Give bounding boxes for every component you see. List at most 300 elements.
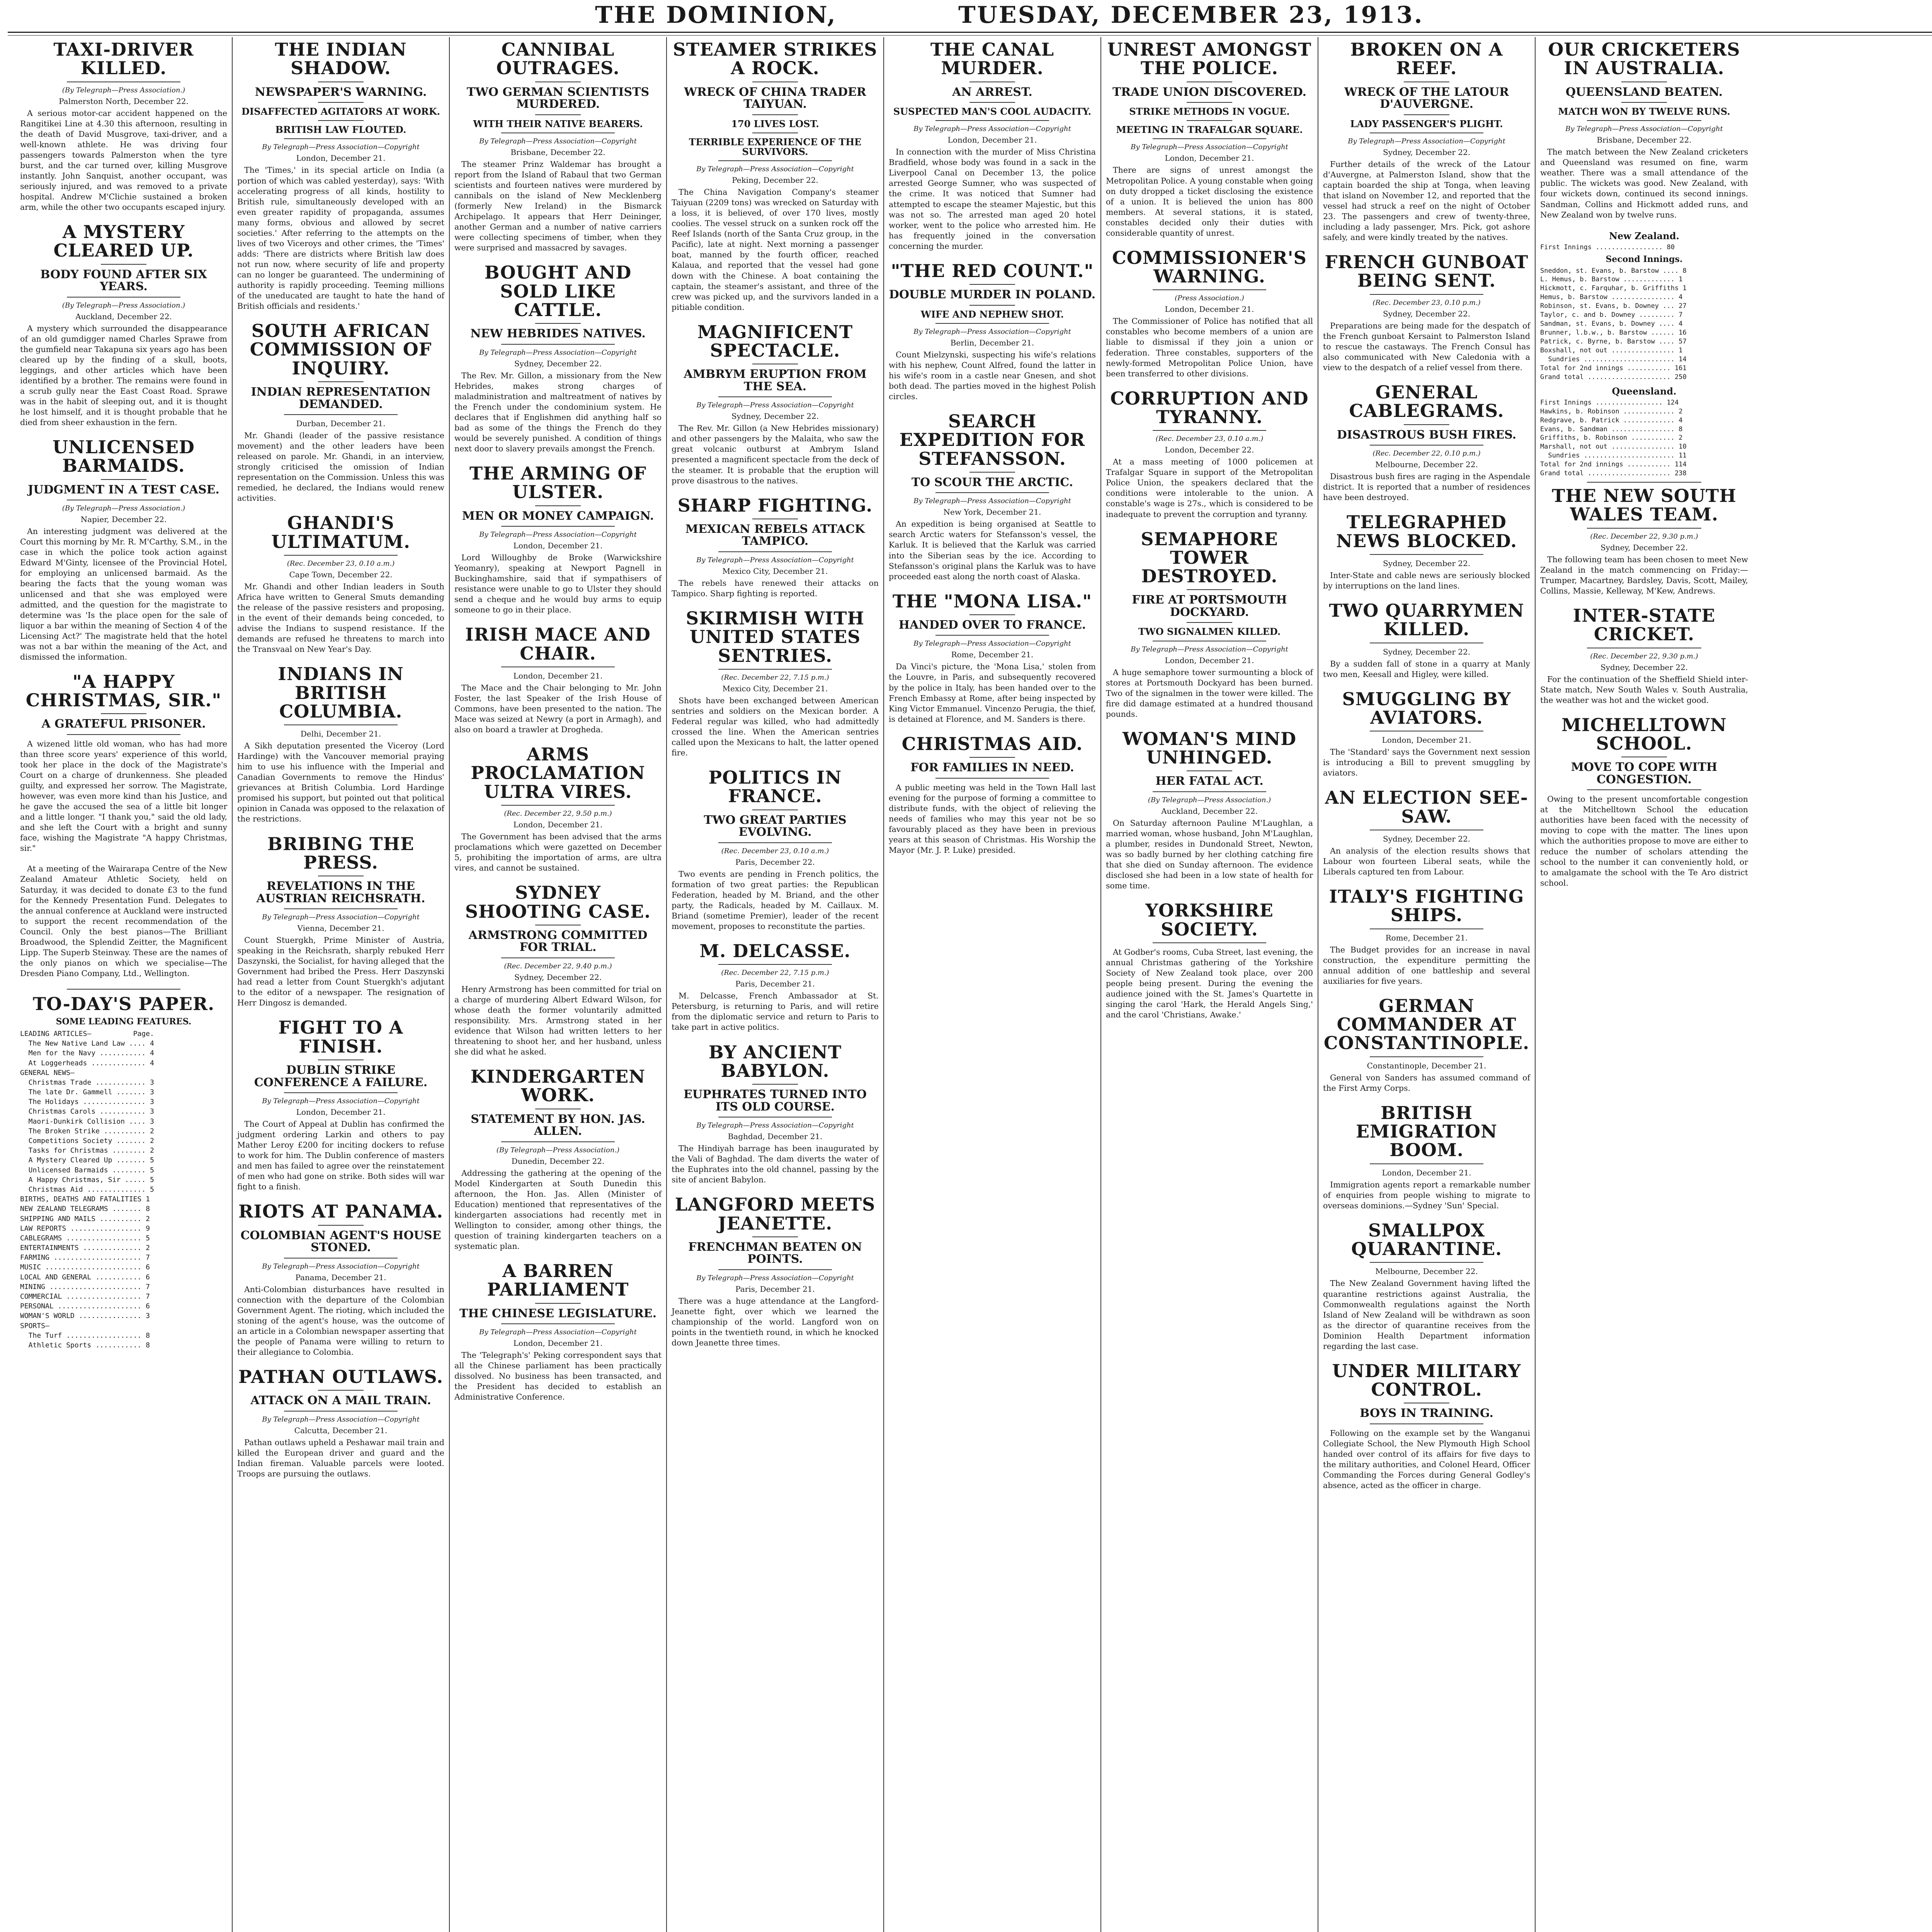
headline-rule (1153, 138, 1267, 139)
headline-rule (752, 1236, 798, 1237)
article-body: The China Navigation Company's steamer Taiyuan (2209 tons) was wrecked on Saturday with a loss, it is believed, of over 170 lives, mostly coolies. The vessel struck on a sunken rock off the Reef Islands (north of the Santa Cruz group, in the Pacific), late at night. Next morning a passenger boat, manned by the fourth officer, reached Kalaua, and reported that the vessel had gone down with the Chinese. A boat containing the captain, the steamer's assistant, and three of the crew was picked up, and the survivors landed in a pitiable condition. (672, 187, 879, 312)
section-rule (67, 989, 181, 990)
article (1323, 1221, 1530, 1352)
article-dateline: London, December 21. (296, 1107, 386, 1117)
article-subheadline: A GRATEFUL PRISONER. (41, 717, 206, 731)
article (454, 263, 662, 454)
article-credit: By Telegraph—Press Association—Copyright (696, 1121, 854, 1130)
article (454, 1067, 662, 1252)
article-headline: KINDERGARTEN WORK. (470, 1066, 646, 1106)
article-headline: UNLICENSED BARMAIDS. (53, 437, 195, 476)
article-credit: (By Telegraph—Press Association.) (62, 86, 185, 94)
article (1106, 389, 1313, 520)
article-body: Owing to the present uncomfortable congestion at the Mitchelltown School the education authorities have been faced with the necessity of moving to cope with the matter. The lines upon which the authorities propose to move are either to reduce the number of scholars attending the school to the number it can conveniently hold, or to amalgamate the school with the Te Aro district school. (1540, 794, 1748, 888)
article (237, 1367, 444, 1479)
article-headline: SEARCH EXPEDITION FOR STEFANSSON. (899, 410, 1085, 469)
article-subheadline: TO SCOUR THE ARCTIC. (911, 475, 1073, 489)
section-rule (1587, 482, 1701, 483)
article (1106, 40, 1313, 238)
article-subheadline: BOYS IN TRAINING. (1360, 1406, 1493, 1420)
headline-rule (318, 1225, 364, 1226)
article-body: The Commissioner of Police has notified that all constables who become members of a union are liable to dismissal if they join a union or federation. Three constables, supporters of the newly-formed Metropolitan Police Union, have been transferred to other divisions. (1106, 316, 1313, 378)
article (237, 835, 444, 1009)
article-dateline: Delhi, December 21. (300, 729, 381, 739)
article-body: Anti-Colombian disturbances have resulted in connection with the departure of the Colombian Government Agent. The rioting, which included the stoning of the agent's house, was the outcome of an article in a Colombian newspaper asserting that the people of Panama were willing to return to their allegiance to Colombia. (237, 1284, 444, 1357)
article-subheadline: QUEENSLAND BEATEN. (1565, 85, 1723, 99)
masthead-date: TUESDAY, DECEMBER 23, 1913. (958, 2, 1424, 29)
article-dateline: Melbourne, December 22. (1375, 1267, 1478, 1276)
article-subheadline: NEW HEBRIDES NATIVES. (470, 327, 646, 341)
article-dateline: London, December 21. (1382, 1168, 1471, 1177)
article-subheadline: WIFE AND NEPHEW SHOT. (920, 308, 1064, 320)
article-body: A Sikh deputation presented the Viceroy (Lord Hardinge) with the Vancouver memorial praying him to use his influence with the Imperial and Canadian Governments to remove the Hindus' grievances at British Columbia. Lord Hardinge promised his support, but pointed out that political opinion in Canada was opposed to the relaxation of the restrictions. (237, 741, 444, 824)
article-dateline: Panama, December 21. (295, 1272, 386, 1282)
article-headline: TAXI-DRIVER KILLED. (53, 39, 194, 79)
article-headline: AN ELECTION SEE-SAW. (1325, 787, 1528, 827)
article-body: At a meeting of the Wairarapa Centre of the New Zealand Amateur Athletic Society, held on Saturday, it was decided to donate £3 to the fund for the Kennedy Presentation Fund. Delegates to the annual conference at Auckland were instructed to support the recent recommendation of the Council. Only the best pianos—The Brilliant Broadwood, the Splendid Zeitter, the Magnificent Lipp. The Superb Steinway. These are the names of the only pianos on which we specialise—The Dresden Piano Company, Ltd., Wellington. (20, 864, 227, 978)
article-credit: By Telegraph—Press Association—Copyright (913, 497, 1071, 505)
article-subheadline: DISAFFECTED AGITATORS AT WORK. (242, 106, 440, 117)
article-dateline: London, December 21. (513, 1338, 603, 1348)
headline-rule (1370, 1163, 1484, 1164)
column-1 (15, 37, 233, 1932)
headline-rule (284, 138, 398, 139)
article-subheadline: LADY PASSENGER'S PLIGHT. (1350, 118, 1503, 129)
article-subheadline: AN ARREST. (952, 85, 1032, 99)
article-body: An analysis of the election results shows that Labour won fourteen Liberal seats, while the Liberals captured ten from Labour. (1323, 846, 1530, 877)
article-headline: THE CANAL MURDER. (930, 39, 1054, 79)
article-headline: BY ANCIENT BABYLON. (708, 1041, 842, 1081)
headline-rule (1370, 1423, 1484, 1424)
headline-rule (752, 114, 798, 115)
article (889, 40, 1096, 252)
article-headline: "THE RED COUNT." (891, 260, 1094, 281)
article-dateline: Sydney, December 22. (514, 359, 602, 368)
headline-rule (535, 505, 581, 506)
article-dateline: London, December 21. (296, 153, 386, 163)
article (237, 514, 444, 655)
article-body: The 'Standard' says the Government next session is introducing a Bill to prevent smuggling by aviators. (1323, 747, 1530, 778)
article-headline: SEMAPHORE TOWER DESTROYED. (1141, 528, 1278, 587)
headline-rule (318, 120, 364, 121)
article-dateline: Rome, December 21. (1385, 933, 1468, 942)
article (1323, 40, 1530, 243)
article-subheadline: REVELATIONS IN THE AUSTRIAN REICHSRATH. (256, 879, 425, 905)
article-body: An expedition is being organised at Seattle to search Arctic waters for Stefansson's vessel, the Karluk. It is believed that the Karluk was carried into the Siberian seas by the ice. According to Stefansson's original plans the Karluk was to have proceeded east along the north coast of Alaska. (889, 519, 1096, 581)
article-body: Further details of the wreck of the Latour d'Auvergne, at Palmerston Island, show that the captain boarded the ship at Tonga, when leaving that island on November 12, and reported that the vessel had struck a reef on the night of October 23. The passengers and crew of twenty-three, including a lady passenger, Mrs. Pick, got ashore safely, and were kindly treated by the natives. (1323, 159, 1530, 242)
article-body: On Saturday afternoon Pauline M'Laughlan, a married woman, whose husband, John M'Laughlan, a plumber, resides in Dundonald Street, Newton, was so badly burned by her clothing catching fire that she died on Sunday afternoon. The evidence disclosed she had been in a low state of health for some time. (1106, 818, 1313, 891)
headline-rule (1370, 1262, 1484, 1263)
article-body: The Budget provides for an increase in naval construction, the expenditure permitting the annual addition of one battleship and several auxiliaries for five years. (1323, 945, 1530, 986)
article-body: Disastrous bush fires are raging in the Aspendale district. It is reported that a number of residences have been destroyed. (1323, 472, 1530, 502)
article-body: Following on the example set by the Wanganui Collegiate School, the New Plymouth High School handed over control of its affairs for five days to the military authorities, and Colonel Heard, Officer Commanding the Forces during General Godley's absence, acted as the officer in charge. (1323, 1428, 1530, 1490)
article-headline: "A HAPPY CHRISTMAS, SIR." (26, 671, 222, 711)
headline-rule (1187, 770, 1232, 771)
article-subheadline: MOVE TO COPE WITH CONGESTION. (1571, 760, 1718, 786)
article-headline: TWO QUARRYMEN KILLED. (1329, 600, 1524, 640)
article-credit: (Rec. December 23, 0.10 a.m.) (721, 847, 829, 855)
article-headline: BROKEN ON A REEF. (1350, 39, 1503, 79)
article-body: Addressing the gathering at the opening of the Model Kindergarten at South Dunedin this afternoon, the Hon. Jas. Allen (Minister of Education) mentioned that representatives of the kindergarten associations had recently met in Wellington to consider, among other things, the question of training kindergarten teachers on a systematic plan. (454, 1168, 662, 1251)
article (672, 1043, 879, 1185)
article-dateline: Sydney, December 22. (1383, 647, 1471, 656)
article-subheadline: MEXICAN REBELS ATTACK TAMPICO. (685, 522, 865, 548)
headline-rule (969, 102, 1015, 103)
article-credit: (Rec. December 23, 0.10 p.m.) (1372, 298, 1481, 307)
article-dateline: New York, December 21. (943, 507, 1041, 517)
article-subheadline: INDIAN REPRESENTATION DEMANDED. (251, 385, 431, 411)
article-headline: THE "MONA LISA." (892, 590, 1092, 612)
headline-rule (501, 1141, 615, 1142)
article-body: A huge semaphore tower surmounting a block of stores at Portsmouth Dockyard has been burned. Two of the signalmen in the tower were killed. The fire did damage estimated at a hundred thousand pounds. (1106, 667, 1313, 719)
article-credit: (By Telegraph—Press Association.) (62, 301, 185, 310)
article (237, 665, 444, 824)
article-credit: By Telegraph—Press Association—Copyright (479, 1328, 637, 1337)
article (672, 323, 879, 486)
article-body: Lord Willoughby de Broke (Warwickshire Yeomanry), speaking at Newport Pagnell in Buckinghamshire, said that if sympathisers of resistance were unable to go to Ulster they should send a cheque and he would buy arms to equip someone to go in their place. (454, 553, 662, 615)
article-headline: GERMAN COMMANDER AT CONSTANTINOPLE. (1323, 995, 1530, 1054)
article (454, 1262, 662, 1402)
article-body: The Mace and the Chair belonging to Mr. John Foster, the last Speaker of the Irish House of Commons, have been presented to the nation. The Mace was seized at Newry (a port in Armagh), and also on board a trawler at Drogheda. (454, 683, 662, 735)
headline-rule (1187, 120, 1232, 121)
article-dateline: Auckland, December 22. (75, 311, 172, 321)
article-subheadline: STATEMENT BY HON. JAS. ALLEN. (471, 1112, 645, 1138)
article-body: A mystery which surrounded the disappearance of an old gumdigger named Charles Sprawe from the gumfield near Takapuna six years ago has been cleared up by the finding of a skull, boots, leggings, and other articles which have been identified by a brother. The remains were found in a scrub gully near the East Coast Road. Sprawe was in the habit of sleeping out, and it is thought he lost himself, and it is thought probable that he died from sheer exhaustion in the fern. (20, 323, 227, 427)
article-body: The following team has been chosen to meet New Zealand in the match commencing on Friday:—Trumper, Macartney, Bardsley, Davis, Scott, Mailey, Collins, Massie, Kelleway, M'Kew, Andrews. (1540, 554, 1748, 595)
article-body: An interesting judgment was delivered at the Court this morning by Mr. R. M'Carthy, S.M., in the case in which the police took action against Edward M'Ginty, licensee of the Provincial Hotel, for employing an unlicensed barmaid. As the bearing the facts that the young woman was unlicensed and that she was employed were admitted, and the question for the magistrate to determine was 'Is the place open for the sale of liquor a bar within the meaning of Section 4 of the Licensing Act?' The magistrate held that the hotel was not a bar within the meaning of the Act, and dismissed the information. (20, 527, 227, 662)
scorecard-team: New Zealand. (1609, 230, 1679, 242)
scorecard-first-innings: First Innings ................. 80 (1540, 243, 1675, 251)
article (1106, 530, 1313, 719)
article (672, 496, 879, 599)
headline-rule (969, 472, 1015, 473)
article-headline: WOMAN'S MIND UNHINGED. (1122, 728, 1297, 768)
article-credit: By Telegraph—Press Association—Copyright (479, 137, 637, 145)
article (889, 592, 1096, 724)
article (1540, 40, 1748, 220)
article-body: The Rev. Mr. Gillon (a New Hebrides missionary) and other passengers by the Malaita, who saw the great volcanic outburst at Ambrym Island presented a magnificent spectacle from the deck of the steamer. It is probable that the eruption will prove disastrous to the natives. (672, 423, 879, 485)
headline-rule (501, 805, 615, 806)
article-dateline: Palmerston North, December 22. (59, 96, 189, 106)
article-dateline: London, December 22. (1165, 445, 1254, 455)
article-headline: A MYSTERY CLEARED UP. (53, 221, 194, 261)
article-headline: A BARREN PARLIAMENT (487, 1260, 629, 1300)
article-headline: FRENCH GUNBOAT BEING SENT. (1325, 252, 1529, 291)
headline-rule (1153, 430, 1267, 431)
headline-rule (318, 102, 364, 103)
article-dateline: Paris, December 22. (735, 857, 815, 867)
article-headline: GENERAL CABLEGRAMS. (1349, 381, 1504, 422)
article-body: The Rev. Mr. Gillon, a missionary from the New Hebrides, makes strong charges of maladministration and maltreatment of natives by the French under the condominium system. He declares that if Englishmen did anything half so bad as some of the things the French do they would be severely punished. A condition of things next door to slavery prevails amongst the French. (454, 371, 662, 453)
article (1540, 606, 1748, 706)
article-headline: CANNIBAL OUTRAGES. (496, 39, 620, 79)
article-credit: By Telegraph—Press Association—Copyright (913, 125, 1071, 133)
headline-rule (1404, 424, 1449, 425)
article-body: M. Delcasse, French Ambassador at St. Petersburg, is returning to Paris, and will retire from the diplomatic service and return to Paris to take part in active politics. (672, 991, 879, 1032)
headline-rule (1587, 120, 1701, 121)
article-dateline: Paris, December 21. (735, 979, 815, 989)
article-body: Mr. Ghandi (leader of the passive resistance movement) and the other leaders have been released on parole. Mr. Ghandi, in an interview, strongly criticised the omission of Indian representation on the Commission. Unless this was remedied, he declared, the Indians would renew activities. (237, 431, 444, 503)
headline-rule (1587, 528, 1701, 529)
article-credit: By Telegraph—Press Association—Copyright (696, 165, 854, 173)
article (1106, 901, 1313, 1020)
article (889, 262, 1096, 402)
article-subheadline: TRADE UNION DISCOVERED. (1112, 85, 1306, 99)
article (1106, 248, 1313, 379)
article (672, 609, 879, 758)
headline-rule (1153, 289, 1267, 290)
article-headline: OUR CRICKETERS IN AUSTRALIA. (1548, 39, 1740, 79)
article-subheadline: WITH THEIR NATIVE BEARERS. (473, 118, 643, 129)
article (454, 883, 662, 1057)
article-body: Mr. Ghandi and other Indian leaders in South Africa have written to General Smuts demanding the release of the passive resisters and proposing, in the event of their demands being conceded, to advise the Indians to suspend resistance. If the demands are refused he threatens to march into the Transvaal on New Year's Day. (237, 582, 444, 654)
headline-rule (718, 1269, 832, 1270)
article-body: Two events are pending in French politics, the formation of two great parties: the Republican Federation, headed by M. Briand, and the other party, the Radicals, headed by M. Caillaux. M. Briand (sometime Premier), leader of the recent movement, proposes to reconstitute the parties. (672, 869, 879, 931)
article (454, 625, 662, 735)
article-body: In connection with the murder of Miss Christina Bradfield, whose body was found in a sack in the Liverpool Canal on December 13, the police arrested George Sumner, who was suspected of the crime. It was noticed that Sumner had attempted to escape the steamer Majestic, but this was not so. The arrested man aged 20 hotel worker, went to the police who arrested him. He has frequently joined in the conversation concerning the murder. (889, 147, 1096, 251)
headline-rule (935, 120, 1049, 121)
article-subheadline: FRENCHMAN BEATEN ON POINTS. (688, 1240, 862, 1266)
article-headline: M. DELCASSE. (699, 940, 851, 962)
article (1323, 997, 1530, 1094)
article-body: Preparations are being made for the despatch of the French gunboat Kersaint to Palmerston Island to rescue the castaways. The French Consul has also communicated with New Caledonia with a view to the despatch of a relief vessel from there. (1323, 321, 1530, 372)
scorecard-innings-label: Second Innings. (1605, 254, 1683, 264)
headline-rule (1187, 102, 1232, 103)
article-dateline: Berlin, December 21. (950, 338, 1034, 347)
article-body: Henry Armstrong has been committed for trial on a charge of murdering Albert Edward Wilson, for whose death the former voluntarily admitted responsibility. Mrs. Armstrong stated in her evidence that Wilson had written letters to her threatening to shoot her, and her husband, unless she did what he asked. (454, 984, 662, 1057)
article-dateline: Cape Town, December 22. (289, 570, 393, 579)
article-dateline: Mexico City, December 21. (722, 566, 828, 576)
article (20, 672, 227, 854)
scorecard-team: Queensland. (1612, 385, 1677, 397)
article-credit: By Telegraph—Press Association—Copyright (479, 348, 637, 357)
headline-rule (284, 1258, 398, 1259)
article-credit: By Telegraph—Press Association—Copyright (262, 143, 420, 151)
article-subheadline: NEWSPAPER'S WARNING. (255, 85, 427, 99)
headline-rule (501, 526, 615, 527)
column-3 (450, 37, 667, 1932)
headline-rule (935, 492, 1049, 493)
article (20, 864, 227, 979)
article-credit: By Telegraph—Press Association—Copyright (1131, 645, 1288, 653)
headline-rule (1370, 294, 1484, 295)
article-headline: UNREST AMONGST THE POLICE. (1107, 39, 1312, 79)
article-headline: SKIRMISH WITH UNITED STATES SENTRIES. (686, 607, 864, 666)
article-headline: SYDNEY SHOOTING CASE. (465, 882, 651, 922)
article-subheadline: MEETING IN TRAFALGAR SQUARE. (1116, 124, 1303, 136)
headline-rule (1187, 589, 1232, 590)
article-subheadline: EUPHRATES TURNED INTO ITS OLD COURSE. (684, 1088, 867, 1114)
headline-rule (718, 551, 832, 552)
article-subheadline: HANDED OVER TO FRANCE. (898, 618, 1086, 632)
headline-rule (284, 555, 398, 556)
article-credit: (By Telegraph—Press Association.) (62, 504, 185, 513)
article-headline: SMALLPOX QUARANTINE. (1351, 1219, 1502, 1260)
article-credit: By Telegraph—Press Association—Copyright (913, 327, 1071, 336)
article-subheadline: HER FATAL ACT. (1155, 774, 1264, 788)
article (1323, 383, 1530, 503)
article-dateline: Durban, December 21. (296, 419, 386, 429)
article-dateline: London, December 21. (513, 820, 603, 830)
headline-rule (284, 414, 398, 415)
article-subheadline: FIRE AT PORTSMOUTH DOCKYARD. (1132, 593, 1287, 619)
headline-rule (501, 344, 615, 345)
article-dateline: London, December 21. (1165, 153, 1254, 163)
headline-rule (284, 908, 398, 909)
headline-rule (318, 1390, 364, 1391)
headline-rule (501, 957, 615, 958)
article-subheadline: FOR FAMILIES IN NEED. (910, 761, 1074, 775)
article (889, 735, 1096, 855)
article-dateline: Napier, December 22. (80, 515, 167, 524)
article-dateline: Brisbane, December 22. (510, 147, 605, 157)
headline-rule (718, 160, 832, 161)
headline-rule (1370, 445, 1484, 446)
article-headline: COMMISSIONER'S WARNING. (1112, 247, 1307, 287)
article-dateline: Rome, December 21. (951, 650, 1034, 660)
article (672, 1195, 879, 1348)
article-body: At Godber's rooms, Cuba Street, last evening, the annual Christmas gathering of the Yorkshire Society of New Zealand took place, over 200 people being present. During the evening the audience joined with the St. James's Quartette in singing the carol 'Hark, the Herald Angels Sing,' and the carol 'Christians, Awake.' (1106, 947, 1313, 1020)
headline-rule (935, 778, 1049, 779)
article-credit: By Telegraph—Press Association—Copyright (696, 401, 854, 410)
article (20, 438, 227, 662)
article-credit: By Telegraph—Press Association—Copyright (1565, 125, 1723, 133)
headline-rule (935, 323, 1049, 324)
article-headline: THE NEW SOUTH WALES TEAM. (1552, 485, 1736, 525)
article-credit: (Rec. December 22, 7.15 p.m.) (721, 969, 829, 977)
article-body: The steamer Prinz Waldemar has brought a report from the Island of Rabaul that two German scientists and fourteen natives were murdered by cannibals on the island of New Mecklenberg (formerly New Ireland) in the Bismarck Archipelago. It appears that Herr Deininger, another German and a number of native carriers were collecting specimens of timber, when they were surprised and massacred by savages. (454, 159, 662, 253)
article-headline: BOUGHT AND SOLD LIKE CATTLE. (484, 262, 632, 320)
article-headline: STEAMER STRIKES A ROCK. (673, 39, 878, 79)
article-headline: THE ARMING OF ULSTER. (469, 463, 647, 503)
article-headline: UNDER MILITARY CONTROL. (1332, 1360, 1521, 1400)
masthead-rule (8, 32, 1932, 36)
headline-rule (67, 297, 181, 298)
article-headline: SOUTH AFRICAN COMMISSION OF INQUIRY. (250, 320, 432, 379)
article-body: The New Zealand Government having lifted the quarantine restrictions against Australia, the Commonwealth regulations against the North Island of New Zealand will be withdrawn as soon as the director of quarantine receives from the Dominion Health Department information regarding the last case. (1323, 1279, 1530, 1351)
toc-title: TO-DAY'S PAPER. (32, 993, 215, 1014)
article-headline: BRIBING THE PRESS. (267, 833, 415, 873)
article-body: The match between the New Zealand cricketers and Queensland was resumed on fine, warm weather. There was a small attendance of the public. The wickets was good. New Zealand, with four wickets down, continued its second innings. Sandman, Collins and Hickmott added runs, and New Zealand won by twelve runs. (1540, 147, 1748, 219)
article-subheadline: AMBRYM ERUPTION FROM THE SEA. (684, 367, 867, 393)
article (1323, 1362, 1530, 1491)
article-credit: By Telegraph—Press Association—Copyright (262, 1415, 420, 1423)
article-dateline: Sydney, December 22. (1600, 543, 1688, 552)
article-dateline: Sydney, December 22. (1383, 834, 1471, 844)
article-subheadline: THE CHINESE LEGISLATURE. (459, 1306, 657, 1320)
article-subheadline: DOUBLE MURDER IN POLAND. (889, 288, 1096, 302)
article (454, 40, 662, 253)
article-headline: RIOTS AT PANAMA. (238, 1201, 443, 1222)
article-body: Da Vinci's picture, the 'Mona Lisa,' stolen from the Louvre, in Paris, and subsequently recovered by the police in Italy, has been handed over to the French Embassy at Rome, after being inspected by King Victor Emmanuel. Vincenzo Perugia, the thief, is detained at Florence, and M. Sanders is there. (889, 662, 1096, 724)
article-headline: IRISH MACE AND CHAIR. (465, 624, 651, 664)
article-body: There was a huge attendance at the Langford-Jeanette fight, over which we learned the championship of the world. Langford won on points in the twentieth round, in which he knocked down Jeanette three times. (672, 1296, 879, 1348)
column-7 (1318, 37, 1536, 1932)
article-body: Inter-State and cable news are seriously blocked by interruptions on the land lines. (1323, 570, 1530, 590)
article-headline: TELEGRAPHED NEWS BLOCKED. (1336, 512, 1517, 551)
article-dateline: Auckland, December 22. (1161, 806, 1258, 816)
article-subheadline: JUDGMENT IN A TEST CASE. (28, 483, 219, 497)
article-body: Pathan outlaws upheld a Peshawar mail train and killed the European driver and guard and the Indian fireman. Valuable parcels were looted. Troops are pursuing the outlaws. (237, 1437, 444, 1478)
article-headline: THE INDIAN SHADOW. (275, 39, 407, 79)
headline-rule (535, 323, 581, 324)
article-body: The Court of Appeal at Dublin has confirmed the judgment ordering Larkin and others to pay Mather Leroy £200 for inciting dockers to refuse to work for him. The Dublin conference of masters and men has failed to agree over the reinstatement of men who had gone on strike. Both sides will war fight to a finish. (237, 1119, 444, 1192)
article (20, 223, 227, 428)
article-subheadline: ATTACK ON A MAIL TRAIN. (250, 1394, 431, 1408)
article-dateline: London, December 21. (1165, 304, 1254, 314)
headline-rule (1370, 1056, 1484, 1057)
article-dateline: Mexico City, December 21. (722, 684, 828, 693)
article-body: A wizened little old woman, who has had more than three score years' experience of this world, took her place in the dock of the Magistrate's Court on a charge of drunkenness. She pleaded guilty, and expressed her sorrow. The Magistrate, however, was even more kind than his Justice, and he gave the accused the sea of a little bit longer and a little longer. "I thank you," said the old lady, and she left the Court with a bright and sunny face, wishing the Magistrate "A happy Christmas, sir." (20, 739, 227, 853)
headline-rule (1621, 102, 1667, 103)
article-body: The Government has been advised that the arms proclamations which were gazetted on December 5, prohibiting the importation of arms, are ultra vires, and cannot be sustained. (454, 832, 662, 873)
article-body: For the continuation of the Sheffield Shield inter-State match, New South Wales v. South Australia, the weather was hot and the wicket good. (1540, 674, 1748, 705)
article-headline: SHARP FIGHTING. (677, 495, 873, 516)
article-credit: (Rec. December 22, 7.15 p.m.) (721, 673, 829, 682)
article-credit: (Rec. December 22, 9.30 p.m.) (1590, 652, 1698, 660)
article-subheadline: SUSPECTED MAN'S COOL AUDACITY. (893, 106, 1092, 117)
article-headline: MAGNIFICENT SPECTACLE. (697, 321, 853, 361)
article-credit: (Rec. December 22, 9.50 p.m.) (504, 810, 612, 818)
article-body: A serious motor-car accident happened on the Rangitikei Line at 4.30 this afternoon, resulting in the death of David Musgrove, taxi-driver, and a well-known athlete. He was driving four passengers towards Palmerston when the tyre burst, and the car turned over, killing Musgrove instantly. John Sanquist, another occupant, was seriously injured, and was removed to a private hospital. Andrew M'Clichie sustained a broken arm, while the other two occupants escaped injury. (20, 108, 227, 212)
article-headline: CHRISTMAS AID. (901, 733, 1083, 754)
article-credit: By Telegraph—Press Association—Copyright (262, 1262, 420, 1270)
article (1323, 690, 1530, 779)
article (889, 412, 1096, 582)
headline-rule (1187, 622, 1232, 623)
article-headline: BRITISH EMIGRATION BOOM. (1355, 1102, 1498, 1161)
article-body: There are signs of unrest amongst the Metropolitan Police. A young constable when going on duty dropped a ticket disclosing the existence of a union. It is believed the union has 800 members. At several stations, it is stated, constables decided only their duties with considerable quantity of unrest. (1106, 165, 1313, 238)
article-headline: POLITICS IN FRANCE. (708, 767, 842, 807)
article-headline: LANGFORD MEETS JEANETTE. (675, 1194, 876, 1234)
article-dateline: Brisbane, December 22. (1597, 135, 1692, 145)
headline-rule (501, 1323, 615, 1324)
article-subheadline: MATCH WON BY TWELVE RUNS. (1558, 106, 1730, 117)
article-dateline: London, December 21. (1382, 735, 1471, 745)
article-body: The rebels have renewed their attacks on Tampico. Sharp fighting is reported. (672, 578, 879, 598)
article-dateline: London, December 21. (513, 671, 603, 680)
article-subheadline: WRECK OF THE LATOUR D'AUVERGNE. (1344, 85, 1509, 111)
article-credit: By Telegraph—Press Association—Copyright (262, 913, 420, 922)
article-headline: FIGHT TO A FINISH. (278, 1017, 403, 1057)
article-dateline: Melbourne, December 22. (1375, 460, 1478, 469)
article-headline: SMUGGLING BY AVIATORS. (1342, 688, 1511, 728)
article-dateline: Sydney, December 22. (514, 972, 602, 982)
article-body: The Hindiyah barrage has been inaugurated by the Vali of Baghdad. The dam diverts the water of the Euphrates into the old channel, passing by the site of ancient Babylon. (672, 1144, 879, 1185)
newspaper-columns (15, 37, 1932, 1932)
article (237, 1202, 444, 1357)
column-2 (233, 37, 450, 1932)
article-subheadline: BODY FOUND AFTER SIX YEARS. (40, 267, 207, 294)
article-subheadline: WRECK OF CHINA TRADER TAIYUAN. (684, 85, 866, 111)
headline-rule (718, 964, 832, 965)
masthead (0, 0, 1932, 31)
article-credit: By Telegraph—Press Association—Copyright (696, 1274, 854, 1282)
article-body: The 'Telegraph's' Peking correspondent says that all the Chinese parliament has been practically dissolved. No business has been transacted, and the President has decided to establish an Administrative Conference. (454, 1350, 662, 1402)
article-credit: (Rec. December 23, 0.10 a.m.) (1155, 435, 1264, 443)
article-subheadline: STRIKE METHODS IN VOGUE. (1129, 106, 1290, 117)
headline-rule (969, 305, 1015, 306)
article (1540, 716, 1748, 888)
article-body: Count Stuergkh, Prime Minister of Austria, speaking in the Reichsrath, sharply rebuked Herr Daszynski, the Socialist, for having alleged that the Government had bribed the Press. Herr Daszynski had read a letter from Count Stuergkh's adjutant to the editor of a newspaper. The resignation of Herr Dingosz is demanded. (237, 935, 444, 1008)
article-body: Count Mielzynski, suspecting his wife's relations with his nephew, Count Alfred, found the latter in his wife's room in a castle near Gnesen, and shot both dead. The parties moved in the highest Polish circles. (889, 350, 1096, 401)
article (672, 942, 879, 1032)
article-dateline: Dunedin, December 22. (511, 1156, 605, 1166)
column-6 (1101, 37, 1318, 1932)
article-credit: (Rec. December 23, 0.10 a.m.) (287, 559, 395, 568)
article-subheadline: MEN OR MONEY CAMPAIGN. (462, 509, 654, 523)
headline-rule (284, 1411, 398, 1412)
